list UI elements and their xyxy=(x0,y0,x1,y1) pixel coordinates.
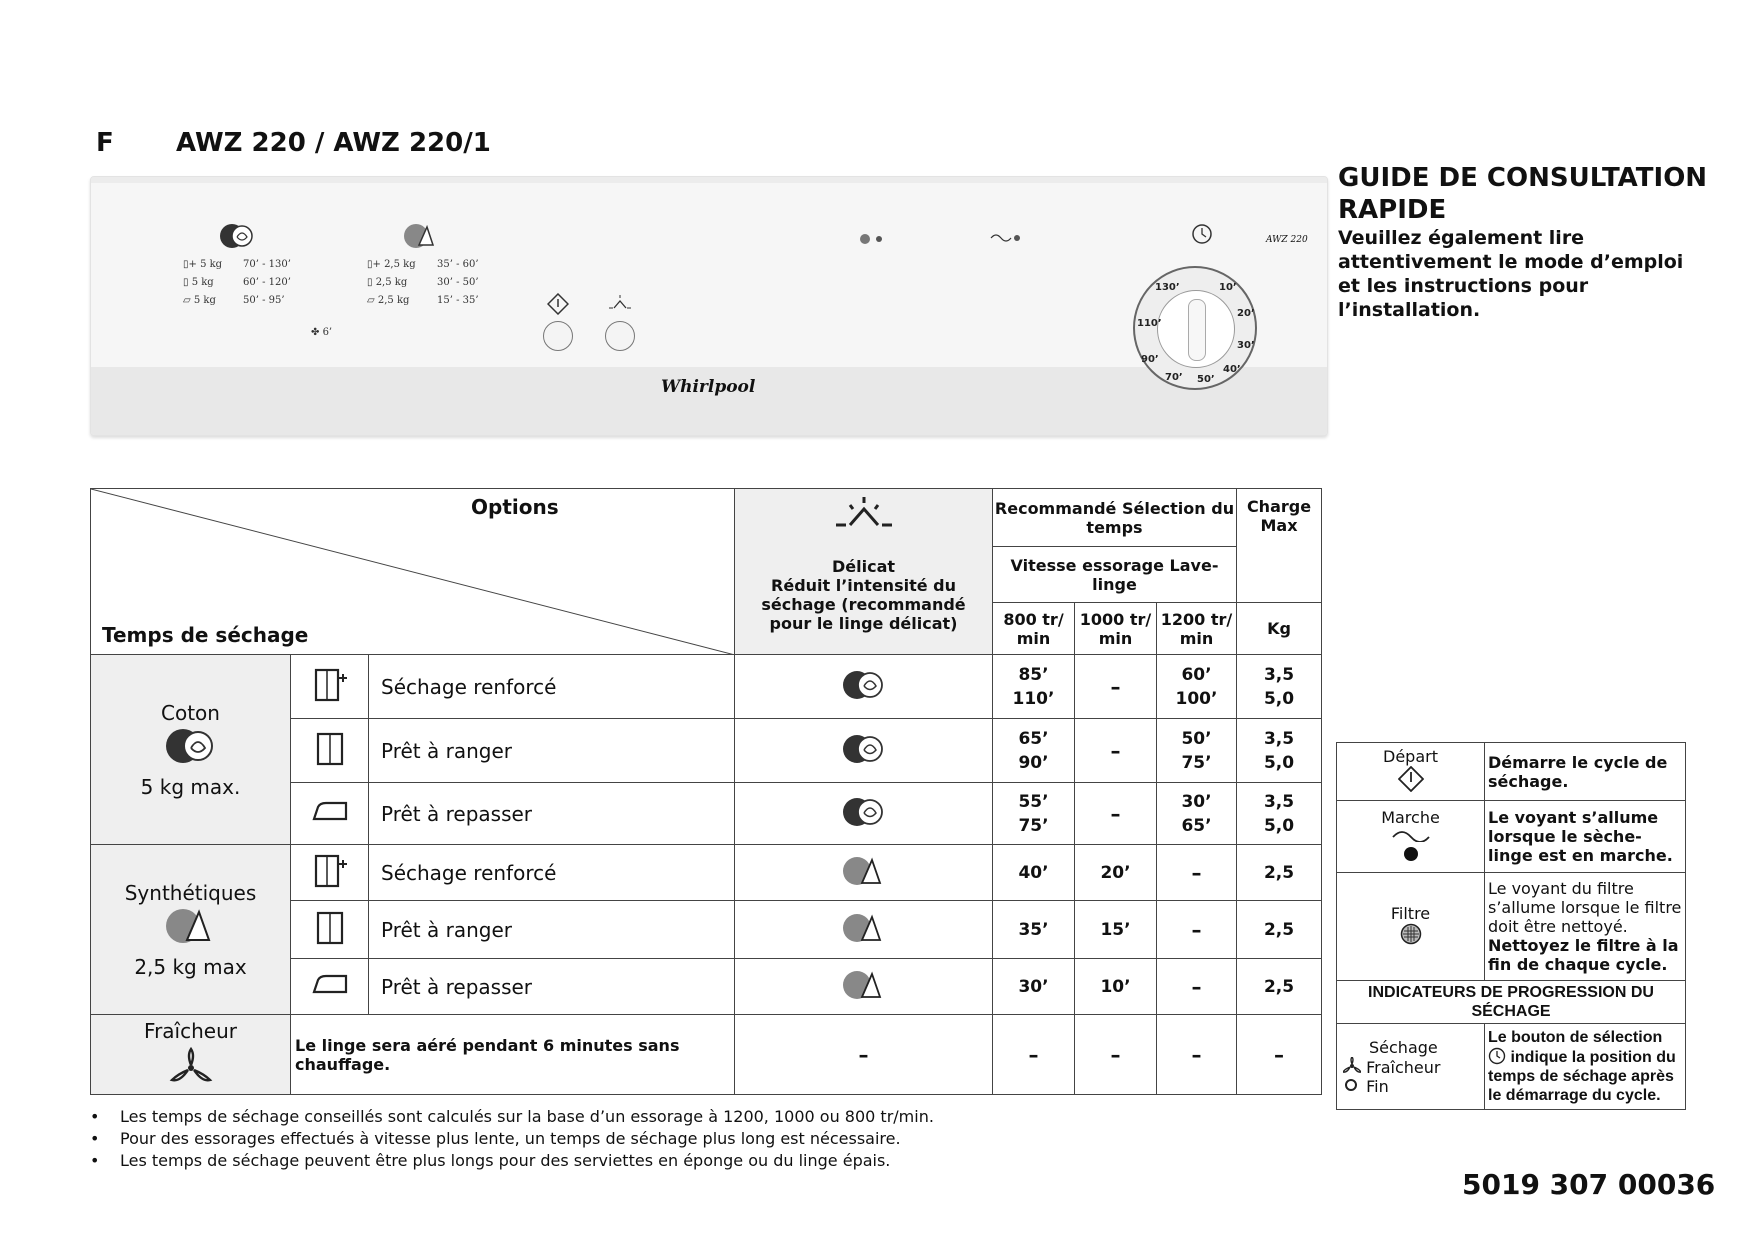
dial-tick: 20’ xyxy=(1237,308,1255,319)
program-name: Prêt à ranger xyxy=(369,901,735,959)
control-panel-illustration xyxy=(90,176,1328,436)
category-fraicheur xyxy=(91,1015,291,1095)
timer-dial[interactable] xyxy=(1133,266,1257,390)
filter-desc-bold: Nettoyez le filtre à la fin de chaque cycle. xyxy=(1488,936,1679,974)
time-1200: – xyxy=(1157,959,1237,1015)
iron-dry-icon xyxy=(291,959,369,1015)
model-title: AWZ 220 / AWZ 220/1 xyxy=(176,128,491,158)
fresh-delicate: – xyxy=(735,1015,993,1095)
time-1000: – xyxy=(1075,719,1157,783)
legend-progress-desc xyxy=(1485,1024,1686,1110)
time-800 xyxy=(993,719,1075,783)
panel-model-mark: AWZ 220 xyxy=(1266,235,1308,245)
progress-header: INDICATEURS DE PROGRESSION DU SÉCHAGE xyxy=(1337,981,1686,1024)
options-label: Options xyxy=(471,495,559,519)
cell-value-line: 3,5 xyxy=(1263,664,1295,685)
delicate-header xyxy=(735,489,993,655)
program-name: Séchage renforcé xyxy=(369,655,735,719)
legend-label: Marche xyxy=(1381,807,1440,827)
cell-value-line: 50’ xyxy=(1181,728,1212,749)
start-button[interactable] xyxy=(543,321,573,351)
timer-icon xyxy=(1488,1047,1506,1065)
panel-synth-time: 35’ - 60’ xyxy=(437,259,479,270)
cotton-icon xyxy=(219,223,255,249)
speed-1200-header: 1200 tr/ min xyxy=(1157,603,1237,655)
program-name: Prêt à repasser xyxy=(369,959,735,1015)
synthetic-icon xyxy=(165,908,217,944)
time-1000: 10’ xyxy=(1075,959,1157,1015)
drying-time-label: Temps de séchage xyxy=(102,623,309,647)
time-1200 xyxy=(1157,719,1237,783)
controls-legend-table xyxy=(1336,742,1686,1110)
fresh-1000: – xyxy=(1075,1015,1157,1095)
cell-value-line: 30’ xyxy=(1181,791,1212,812)
timer-icon xyxy=(1191,223,1213,245)
dial-tick: 70’ xyxy=(1165,372,1183,383)
legend-depart-desc: Démarre le cycle de séchage. xyxy=(1485,743,1686,801)
dial-tick: 30’ xyxy=(1237,340,1255,351)
cupboard-dry-icon xyxy=(291,901,369,959)
extra-dry-icon xyxy=(291,655,369,719)
end-circle-icon xyxy=(1343,1078,1361,1092)
cell-value-line: 60’ xyxy=(1181,664,1212,685)
time-1000: – xyxy=(1075,655,1157,719)
panel-cotton-time: 70’ - 130’ xyxy=(243,259,291,270)
progress-desc-b: indique la position du temps de séchage après le démarrage du cycle. xyxy=(1488,1049,1676,1104)
max-load xyxy=(1237,719,1322,783)
cotton-icon xyxy=(735,783,993,845)
synthetic-icon xyxy=(735,901,993,959)
panel-cotton-row: ▯+ 5 kg xyxy=(183,259,223,270)
panel-synth-time: 30’ - 50’ xyxy=(437,277,479,288)
on-indicator-dot-icon xyxy=(1403,846,1419,862)
time-1000: 15’ xyxy=(1075,901,1157,959)
legend-filtre-desc xyxy=(1485,873,1686,981)
legend-progress-stages xyxy=(1337,1024,1485,1110)
options-header-cell xyxy=(91,489,735,655)
dial-tick: 50’ xyxy=(1197,374,1215,385)
legend-marche-desc: Le voyant s’allume lorsque le sèche-linge est en marche. xyxy=(1485,801,1686,873)
language-letter: F xyxy=(96,128,114,158)
footnote-item: • Les temps de séchage conseillés sont calculés sur la base d’un essorage à 1200, 1000 ou 800 tr/min. xyxy=(90,1107,934,1126)
cell-value-line: 85’ xyxy=(1018,664,1049,685)
time-1000: – xyxy=(1075,783,1157,845)
panel-synth-row: ⏥ 2,5 kg xyxy=(367,295,410,306)
synthetic-icon xyxy=(735,845,993,901)
speed-1000-header: 1000 tr/ min xyxy=(1075,603,1157,655)
charge-max-header: Charge Max xyxy=(1237,489,1322,603)
panel-cotton-time: 50’ - 95’ xyxy=(243,295,285,306)
speed-800-header: 800 tr/ min xyxy=(993,603,1075,655)
footnote-item: • Les temps de séchage peuvent être plus longs pour des serviettes en éponge ou du linge épais. xyxy=(90,1151,891,1170)
max-load: 2,5 xyxy=(1237,959,1322,1015)
cell-value-line: 3,5 xyxy=(1263,728,1295,749)
panel-cotton-time: 60’ - 120’ xyxy=(243,277,291,288)
cell-value-line: 100’ xyxy=(1175,688,1218,709)
cell-value-line: 75’ xyxy=(1018,815,1049,836)
time-800: 35’ xyxy=(993,901,1075,959)
panel-synth-time: 15’ - 35’ xyxy=(437,295,479,306)
recommended-header: Recommandé Sélection du temps xyxy=(993,489,1237,547)
cell-value-line: 65’ xyxy=(1181,815,1212,836)
delicate-button[interactable] xyxy=(605,321,635,351)
footnote-item: • Pour des essorages effectués à vitesse plus lente, un temps de séchage plus long est nécessaire. xyxy=(90,1129,901,1148)
stage-fraicheur: Fraîcheur xyxy=(1366,1057,1441,1077)
category-synthetiques xyxy=(91,845,291,1015)
cell-value-line: 90’ xyxy=(1018,752,1049,773)
filter-desc-plain: Le voyant du filtre s’allume lorsque le filtre doit être nettoyé. xyxy=(1488,879,1682,936)
footnotes xyxy=(90,1106,1090,1172)
iron-dry-icon xyxy=(291,783,369,845)
fresh-1200: – xyxy=(1157,1015,1237,1095)
panel-synth-row: ▯+ 2,5 kg xyxy=(367,259,416,270)
dial-tick: 40’ xyxy=(1223,364,1241,375)
panel-cotton-row: ⏥ 5 kg xyxy=(183,295,216,306)
guide-subtitle: Veuillez également lire attentivement le mode d’emploi et les instructions pour l’installation. xyxy=(1338,227,1684,321)
category-name: Fraîcheur xyxy=(144,1018,237,1043)
cell-value-line: 5,0 xyxy=(1263,688,1295,709)
fresh-description: Le linge sera aéré pendant 6 minutes sans chauffage. xyxy=(291,1015,735,1095)
kg-header: Kg xyxy=(1237,603,1322,655)
delicate-icon xyxy=(609,295,631,311)
category-max: 2,5 kg max xyxy=(134,954,247,979)
cotton-icon xyxy=(735,655,993,719)
cell-value-line: 75’ xyxy=(1181,752,1212,773)
extra-dry-icon xyxy=(291,845,369,901)
cell-value-line: 55’ xyxy=(1018,791,1049,812)
synthetic-icon xyxy=(403,223,439,249)
delicate-description: Réduit l’intensité du séchage (recommandé pour le linge délicat) xyxy=(761,576,966,633)
max-load xyxy=(1237,783,1322,845)
legend-filtre xyxy=(1337,873,1485,981)
program-name: Prêt à ranger xyxy=(369,719,735,783)
dial-tick: 130’ xyxy=(1155,282,1180,293)
cupboard-dry-icon xyxy=(291,719,369,783)
time-1200: – xyxy=(1157,901,1237,959)
dial-tick: 90’ xyxy=(1141,354,1159,365)
dial-tick: 110’ xyxy=(1137,318,1162,329)
on-wave-icon xyxy=(1391,828,1431,842)
program-name: Séchage renforcé xyxy=(369,845,735,901)
legend-label: Filtre xyxy=(1390,904,1431,923)
guide-title: GUIDE DE CONSULTATION RAPIDE xyxy=(1338,163,1708,225)
spin-speed-header: Vitesse essorage Lave-linge xyxy=(993,547,1237,603)
category-name: Coton xyxy=(161,700,220,725)
stage-sechage: Séchage xyxy=(1369,1037,1438,1057)
part-number: 5019 307 00036 xyxy=(1462,1168,1716,1201)
time-1200 xyxy=(1157,783,1237,845)
drying-programs-table xyxy=(90,488,1322,1095)
delicate-title: Délicat xyxy=(831,557,896,576)
on-indicator-icon xyxy=(989,231,1023,245)
panel-fresh: ✤ 6’ xyxy=(311,327,333,338)
max-load: 2,5 xyxy=(1237,901,1322,959)
time-800 xyxy=(993,655,1075,719)
cell-value-line: 3,5 xyxy=(1263,791,1295,812)
category-coton xyxy=(91,655,291,845)
category-max: 5 kg max. xyxy=(140,774,241,799)
time-800: 40’ xyxy=(993,845,1075,901)
fan-icon xyxy=(1343,1057,1361,1073)
start-icon xyxy=(1398,766,1424,792)
fan-icon xyxy=(169,1046,213,1086)
legend-depart xyxy=(1337,743,1485,801)
panel-synth-row: ▯ 2,5 kg xyxy=(367,277,408,288)
delicate-icon xyxy=(836,497,892,533)
filter-indicator-icon xyxy=(859,233,887,245)
max-load xyxy=(1237,655,1322,719)
synthetic-icon xyxy=(735,959,993,1015)
brand-logo: Whirlpool xyxy=(661,377,756,397)
time-800 xyxy=(993,783,1075,845)
start-icon xyxy=(547,293,569,315)
time-800: 30’ xyxy=(993,959,1075,1015)
legend-label: Départ xyxy=(1383,747,1438,766)
fresh-800: – xyxy=(993,1015,1075,1095)
fresh-kg: – xyxy=(1237,1015,1322,1095)
cotton-icon xyxy=(735,719,993,783)
panel-cotton-row: ▯ 5 kg xyxy=(183,277,214,288)
legend-marche xyxy=(1337,801,1485,873)
time-1000: 20’ xyxy=(1075,845,1157,901)
max-load: 2,5 xyxy=(1237,845,1322,901)
time-1200: – xyxy=(1157,845,1237,901)
category-name: Synthétiques xyxy=(124,880,257,905)
cell-value-line: 110’ xyxy=(1012,688,1055,709)
progress-desc-a: Le bouton de sélection xyxy=(1488,1029,1663,1046)
cell-value-line: 5,0 xyxy=(1263,815,1295,836)
stage-fin: Fin xyxy=(1366,1076,1389,1096)
cotton-icon xyxy=(165,728,217,764)
cell-value-line: 5,0 xyxy=(1263,752,1295,773)
program-name: Prêt à repasser xyxy=(369,783,735,845)
cell-value-line: 65’ xyxy=(1018,728,1049,749)
filter-icon xyxy=(1400,923,1422,945)
time-1200 xyxy=(1157,655,1237,719)
dial-tick: 10’ xyxy=(1219,282,1237,293)
